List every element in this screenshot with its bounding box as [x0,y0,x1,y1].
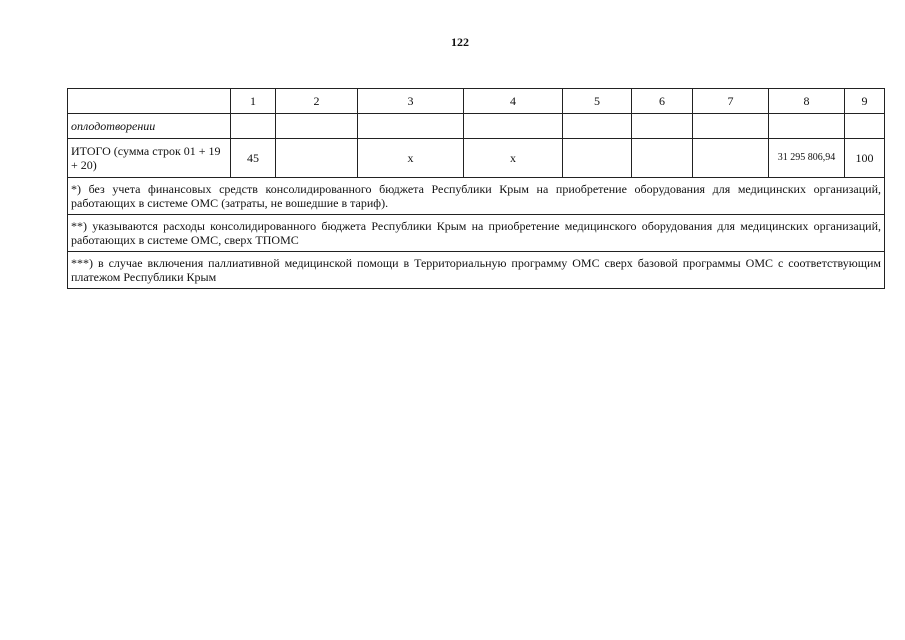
header-cell: 7 [693,89,769,114]
table-cell [693,139,769,178]
header-cell: 8 [769,89,845,114]
table-cell [231,114,276,139]
table-cell [632,114,693,139]
footnote-row [68,252,885,289]
footnote-row [68,178,885,215]
table-cell [563,139,632,178]
header-cell: 3 [358,89,464,114]
header-cell: 4 [464,89,563,114]
table-cell [845,114,885,139]
table-row-total [68,139,885,178]
header-cell [68,89,231,114]
table-cell [769,114,845,139]
table-row [68,114,885,139]
header-cell: 6 [632,89,693,114]
footnote-1: *) без учета финансовых средств консолидированного бюджета Республики Крым на приобретение оборудования для медицинских организаций, работающих в системе ОМС (затраты, не вошедшие в тариф). [68,178,885,215]
row-label: оплодотворении [68,114,231,139]
table-cell [464,114,563,139]
table-cell [563,114,632,139]
table-cell [276,114,358,139]
table-cell [276,139,358,178]
table-cell: 45 [231,139,276,178]
header-cell: 1 [231,89,276,114]
header-cell: 5 [563,89,632,114]
table-cell: 100 [845,139,885,178]
table-cell-total-amount: 31 295 806,94 [769,139,845,178]
table-cell: x [358,139,464,178]
data-table [67,88,885,289]
page-number: 122 [451,35,469,49]
footnote-2: **) указываются расходы консолидированного бюджета Республики Крым на приобретение медицинского оборудования для медицинских организаций, работающих в системе ОМС, сверх ТПОМС [68,215,885,252]
footnote-3: ***) в случае включения паллиативной медицинской помощи в Территориальную программу ОМС сверх базовой программы ОМС с соответствующим платежом Республики Крым [68,252,885,289]
footnote-row [68,215,885,252]
table-header-row [68,89,885,114]
table-cell [632,139,693,178]
total-label: ИТОГО (сумма строк 01 + 19 + 20) [68,139,231,178]
header-cell: 2 [276,89,358,114]
table-cell: x [464,139,563,178]
header-cell: 9 [845,89,885,114]
table-cell [358,114,464,139]
table-cell [693,114,769,139]
